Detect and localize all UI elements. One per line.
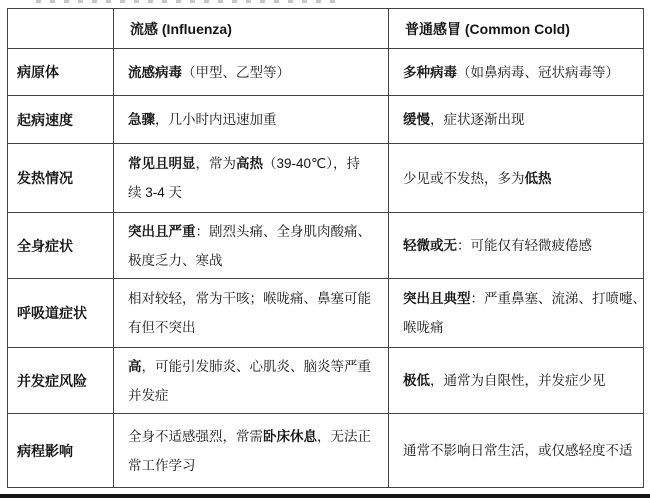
influenza-cell: 突出且严重：剧烈头痛、全身肌肉酸痛、 极度乏力、寒战 (114, 213, 389, 279)
influenza-cell: 相对较轻，常为干咳；喉咙痛、鼻塞可能 有但不突出 (114, 279, 389, 348)
influenza-cell: 高，可能引发肺炎、心肌炎、脑炎等严重 并发症 (114, 348, 389, 414)
row-label: 并发症风险 (8, 348, 114, 414)
table-row (8, 279, 644, 348)
influenza-cell: 全身不适感强烈，常需卧床休息，无法正 常工作学习 (114, 414, 389, 488)
common-cold-cell: 轻微或无：可能仅有轻微疲倦感 (389, 213, 644, 279)
comparison-table (7, 8, 644, 488)
table-row (8, 414, 644, 488)
common-cold-cell: 缓慢，症状逐渐出现 (389, 96, 644, 144)
row-label: 呼吸道症状 (8, 279, 114, 348)
header-row (8, 9, 644, 49)
bottom-rule (0, 494, 650, 498)
row-label: 发热情况 (8, 144, 114, 213)
clipped-text-fragment (36, 0, 336, 3)
common-cold-cell: 突出且典型：严重鼻塞、流涕、打喷嚏、 喉咙痛 (389, 279, 644, 348)
common-cold-column-header: 普通感冒 (Common Cold) (389, 9, 644, 49)
row-label: 全身症状 (8, 213, 114, 279)
influenza-cell: 常见且明显，常为高热（39-40℃），持 续 3-4 天 (114, 144, 389, 213)
row-label: 病程影响 (8, 414, 114, 488)
common-cold-cell: 通常不影响日常生活，或仅感轻度不适 (389, 414, 644, 488)
influenza-cell: 流感病毒（甲型、乙型等） (114, 49, 389, 96)
common-cold-cell: 极低，通常为自限性，并发症少见 (389, 348, 644, 414)
corner-cell (8, 9, 114, 49)
influenza-cell: 急骤，几小时内迅速加重 (114, 96, 389, 144)
table-row (8, 348, 644, 414)
table-row (8, 144, 644, 213)
influenza-column-header: 流感 (Influenza) (114, 9, 389, 49)
table-row (8, 96, 644, 144)
common-cold-cell: 多种病毒（如鼻病毒、冠状病毒等） (389, 49, 644, 96)
table-row (8, 49, 644, 96)
row-label: 病原体 (8, 49, 114, 96)
comparison-table-body (8, 49, 644, 488)
table-row (8, 213, 644, 279)
row-label: 起病速度 (8, 96, 114, 144)
common-cold-cell: 少见或不发热，多为低热 (389, 144, 644, 213)
